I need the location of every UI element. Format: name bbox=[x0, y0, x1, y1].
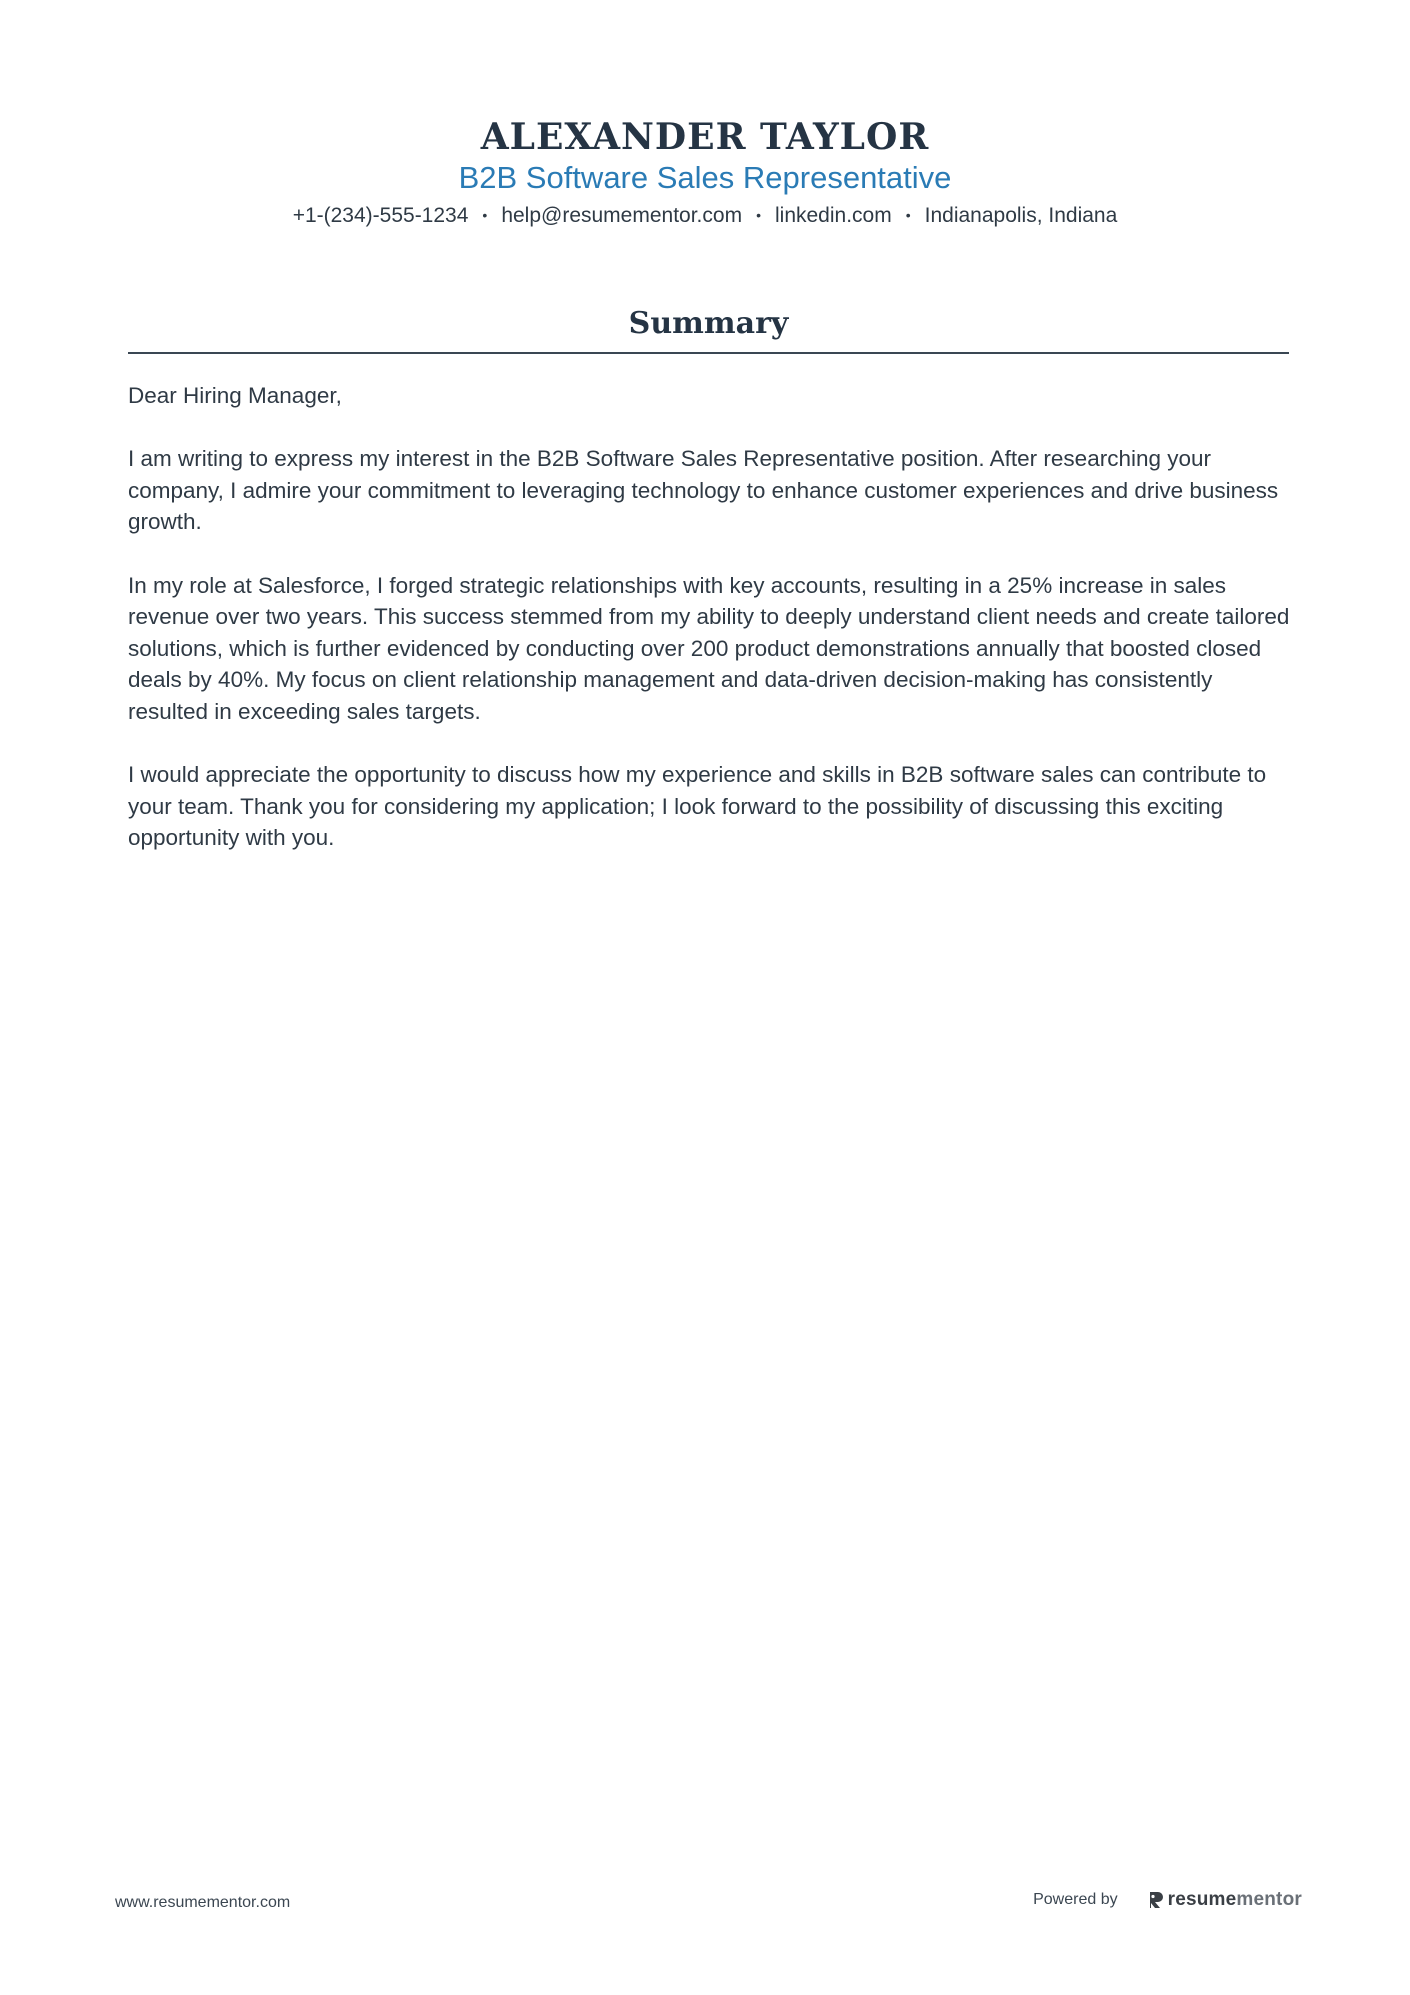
job-title: B2B Software Sales Representative bbox=[458, 160, 952, 195]
letter-greeting: Dear Hiring Manager, bbox=[128, 383, 342, 408]
powered-by-label: Powered by bbox=[1033, 1891, 1118, 1908]
contact-location: Indianapolis, Indiana bbox=[924, 204, 1118, 227]
letter-paragraph: I am writing to express my interest in the B2B Software Sales Representative position. After researching your company, I admire your commitment to leveraging technology to enhance customer experiences and drive business growth. bbox=[128, 446, 1279, 535]
section-divider bbox=[128, 352, 1289, 354]
contact-separator: • bbox=[756, 207, 761, 223]
section-title-summary: Summary bbox=[628, 306, 789, 341]
letter-body bbox=[128, 380, 1293, 886]
footer-branding bbox=[1033, 1889, 1302, 1911]
contact-separator: • bbox=[905, 207, 911, 223]
resume-header bbox=[0, 115, 1410, 230]
letter-paragraph: In my role at Salesforce, I forged strategic relationships with key accounts, resulting in a 25% increase in sales revenue over two years. This success stemmed from my ability to deeply understand client needs and create tailored solutions, which is further evidenced by conducting over 200 product demonstrations annually that boosted closed deals by 40%. My focus on client relationship management and data-driven decision-making has consistently resulted in exceeding sales targets. bbox=[128, 572, 1290, 724]
logo-wordmark bbox=[1168, 1889, 1302, 1911]
letter-paragraph: I would appreciate the opportunity to discuss how my experience and skills in B2B software sales can contribute to your team. Thank you for considering my application; I look forward to the possibility of discussing this exciting opportunity with you. bbox=[128, 762, 1267, 851]
contact-linkedin[interactable]: linkedin.com bbox=[774, 204, 892, 227]
contact-separator: • bbox=[482, 207, 488, 223]
logo-wordmark-bold: resume bbox=[1167, 1889, 1237, 1910]
resumementor-logo-icon bbox=[1148, 1890, 1164, 1910]
logo-wordmark-light: mentor bbox=[1236, 1889, 1302, 1910]
contact-line bbox=[0, 201, 1410, 230]
candidate-name: ALEXANDER TAYLOR bbox=[480, 116, 930, 158]
footer-website[interactable]: www.resumementor.com bbox=[115, 1894, 291, 1911]
contact-phone: +1-(234)-555-1234 bbox=[292, 204, 469, 227]
contact-email[interactable]: help@resumementor.com bbox=[501, 204, 743, 227]
resumementor-logo[interactable] bbox=[1148, 1889, 1302, 1911]
